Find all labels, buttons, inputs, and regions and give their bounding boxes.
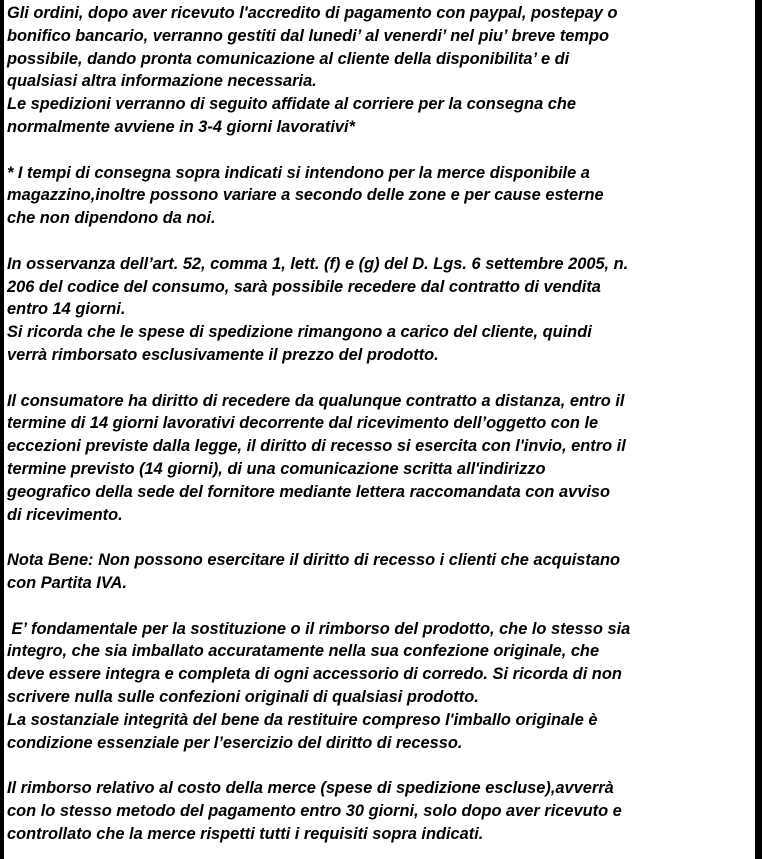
text-line: geografico della sede del fornitore mediante lettera raccomandata con avviso (7, 482, 611, 501)
paragraph-spacer (7, 595, 752, 618)
text-line: termine di 14 giorni lavorativi decorrente dal ricevimento dell’oggetto con le (7, 414, 599, 433)
text-line: Il rimborso relativo al costo della merce (spese di spedizione escluse),avverrà (7, 779, 614, 798)
text-line: * I tempi di consegna sopra indicati si intendono per la merce disponibile a (7, 163, 590, 182)
paragraph-spacer (7, 526, 752, 549)
paragraph-refund (7, 777, 752, 845)
text-line: 206 del codice del consumo, sarà possibile recedere dal contratto di vendita (7, 277, 601, 296)
text-line: E’ fondamentale per la sostituzione o il rimborso del prodotto, che lo stesso sia (7, 619, 631, 638)
text-line: condizione essenziale per l’esercizio del diritto di recesso. (7, 733, 463, 752)
text-line: termine previsto (14 giorni), di una comunicazione scritta all'indirizzo (7, 459, 546, 478)
paragraph-nota-bene (7, 549, 752, 595)
text-line: di ricevimento. (7, 505, 123, 524)
text-line: Si ricorda che le spese di spedizione rimangono a carico del cliente, quindi (7, 323, 592, 342)
text-line: Il consumatore ha diritto di recedere da qualunque contratto a distanza, entro il (7, 391, 625, 410)
text-line: La sostanziale integrità del bene da restituire compreso l'imballo originale è (7, 710, 598, 729)
text-line: magazzino,inoltre possono variare a secondo delle zone e per cause esterne (7, 186, 604, 205)
document-page (4, 0, 755, 859)
paragraph-spacer (7, 230, 752, 253)
text-line: verrà rimborsato esclusivamente il prezzo del prodotto. (7, 345, 439, 364)
text-line: Gli ordini, dopo aver ricevuto l'accredito di pagamento con paypal, postepay o (7, 4, 618, 22)
text-line: qualsiasi altra informazione necessaria. (7, 72, 317, 91)
paragraph-order-processing (7, 2, 752, 139)
paragraph-consumer-rights (7, 390, 752, 527)
text-line: scrivere nulla sulle confezioni originali di qualsiasi prodotto. (7, 687, 479, 706)
paragraph-withdrawal-law (7, 253, 752, 367)
paragraph-product-integrity (7, 618, 752, 755)
text-line: possibile, dando pronta comunicazione al cliente della disponibilita’ e di (7, 49, 570, 68)
text-line: entro 14 giorni. (7, 300, 126, 319)
paragraph-delivery-note (7, 162, 752, 230)
text-line: bonifico bancario, verranno gestiti dal lunedi’ al venerdi’ nel piu’ breve tempo (7, 26, 610, 45)
text-line: che non dipendono da noi. (7, 209, 216, 228)
text-line: eccezioni previste dalla legge, il diritto di recesso si esercita con l'invio, entro il (7, 437, 626, 456)
text-line: Nota Bene: Non possono esercitare il diritto di recesso i clienti che acquistano (7, 551, 620, 570)
text-line: deve essere integra e completa di ogni accessorio di corredo. Si ricorda di non (7, 665, 622, 684)
terms-text-block (7, 2, 752, 845)
text-line: Le spedizioni verranno di seguito affidate al corriere per la consegna che (7, 95, 576, 114)
paragraph-spacer (7, 367, 752, 390)
text-line: normalmente avviene in 3-4 giorni lavorativi* (7, 117, 355, 136)
text-line: controllato che la merce rispetti tutti i requisiti sopra indicati. (7, 824, 484, 843)
text-line: In osservanza dell’art. 52, comma 1, lett. (f) e (g) del D. Lgs. 6 settembre 2005, n. (7, 254, 629, 273)
text-line: integro, che sia imballato accuratamente nella sua confezione originale, che (7, 642, 600, 661)
text-line: con lo stesso metodo del pagamento entro 30 giorni, solo dopo aver ricevuto e (7, 801, 622, 820)
paragraph-spacer (7, 754, 752, 777)
paragraph-spacer (7, 139, 752, 162)
text-line: con Partita IVA. (7, 573, 127, 592)
